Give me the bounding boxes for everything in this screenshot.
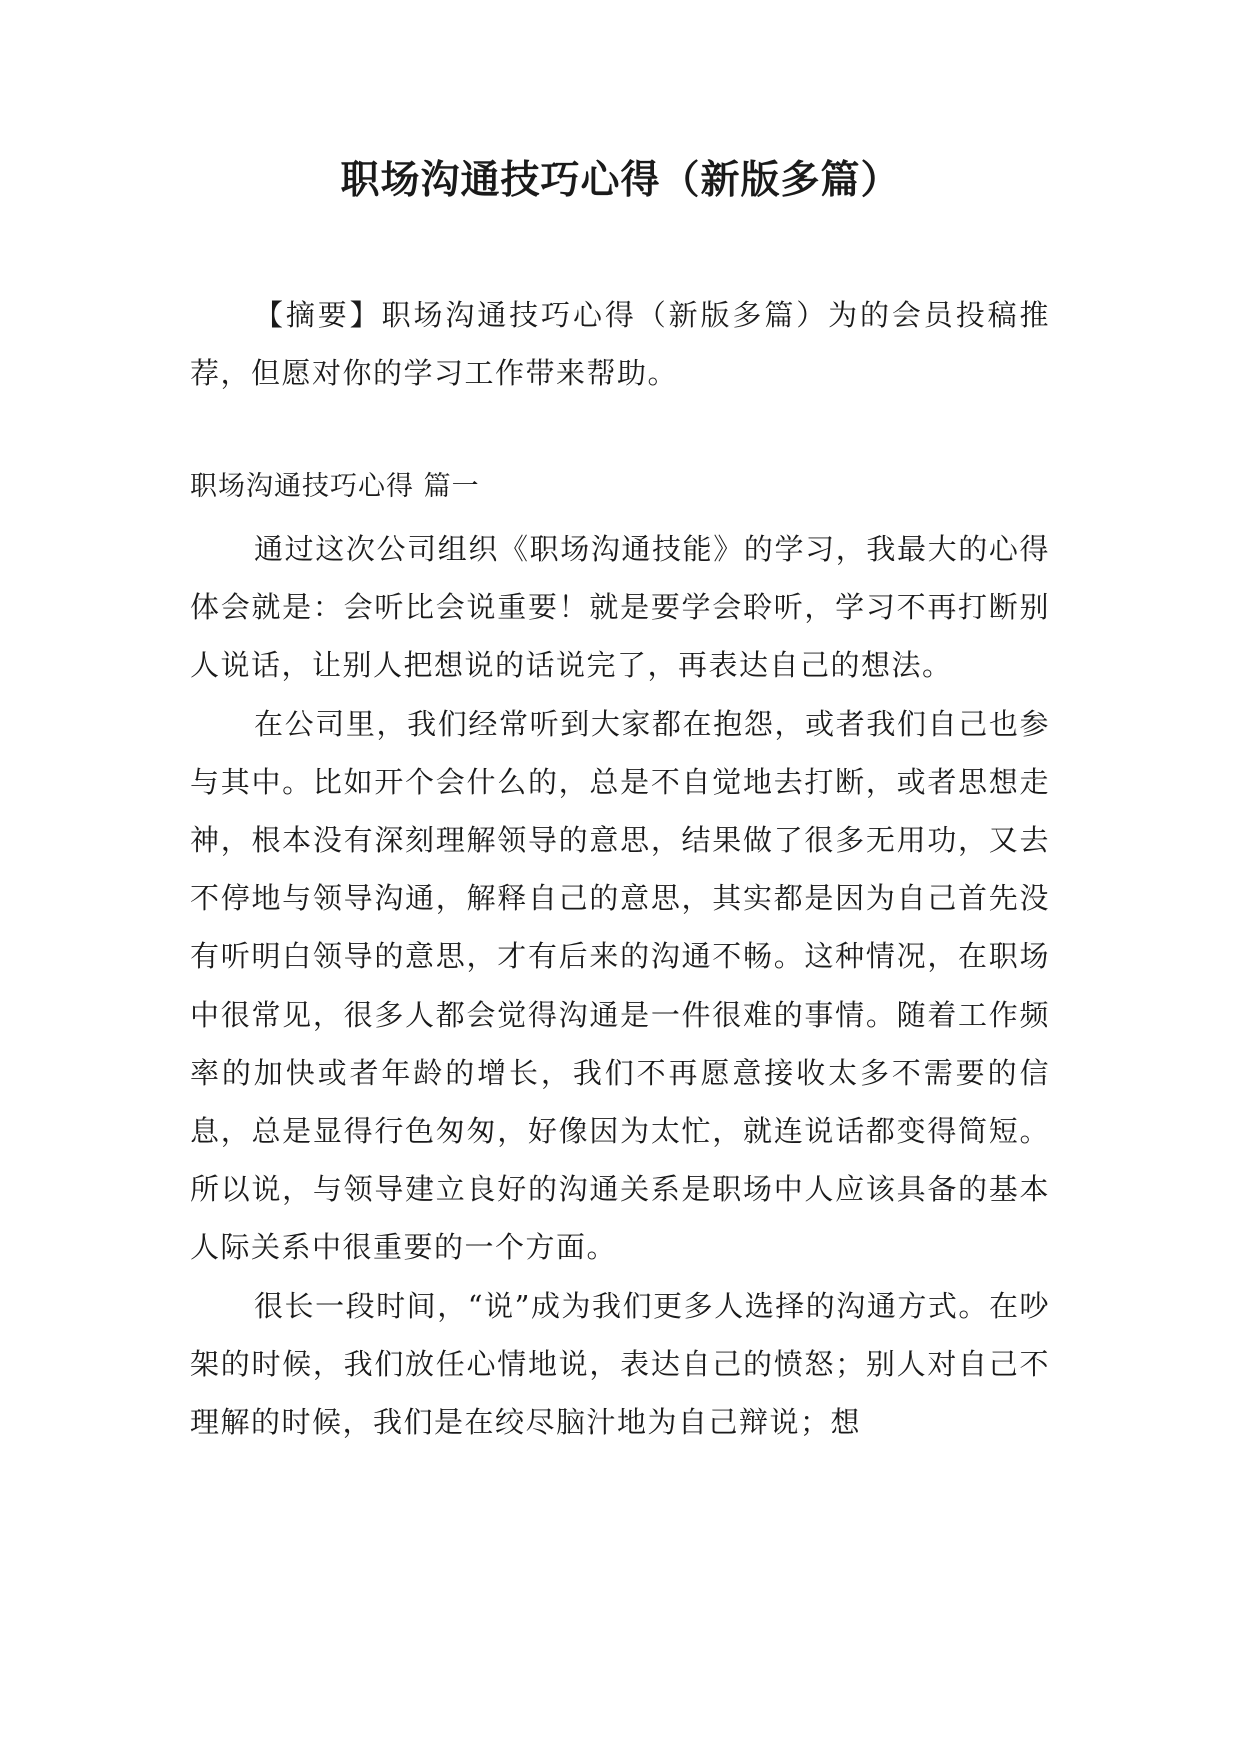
abstract-paragraph: 【摘要】职场沟通技巧心得（新版多篇）为的会员投稿推荐，但愿对你的学习工作带来帮助。	[190, 298, 1050, 391]
body-paragraph: 在公司里，我们经常听到大家都在抱怨，或者我们自己也参与其中。比如开个会什么的，总是不自觉地去打断，或者思想走神，根本没有深刻理解领导的意思，结果做了很多无用功，又去不停地与领导沟通，解释自己的意思，其实都是因为自己首先没有听明白领导的意思，才有后来的沟通不畅。这种情况，在职场中很常见，很多人都会觉得沟通是一件很难的事情。随着工作频率的加快或者年龄的增长，我们不再愿意接收太多不需要的信息，总是显得行色匆匆，好像因为太忙，就连说话都变得简短。所以说，与领导建立良好的沟通关系是职场中人应该具备的基本人际关系中很重要的一个方面。	[190, 706, 1050, 1265]
body-paragraph: 很长一段时间，“说”成为我们更多人选择的沟通方式。在吵架的时候，我们放任心情地说，表达自己的愤怒；别人对自己不理解的时候，我们是在绞尽脑汁地为自己辩说；想	[190, 1288, 1050, 1440]
body-paragraph: 通过这次公司组织《职场沟通技能》的学习，我最大的心得体会就是：会听比会说重要！就是要学会聆听，学习不再打断别人说话，让别人把想说的话说完了，再表达自己的想法。	[190, 532, 1050, 683]
section-body	[190, 520, 1050, 1451]
document-title: 职场沟通技巧心得（新版多篇）	[340, 157, 901, 203]
section-heading: 职场沟通技巧心得 篇一	[190, 471, 480, 502]
